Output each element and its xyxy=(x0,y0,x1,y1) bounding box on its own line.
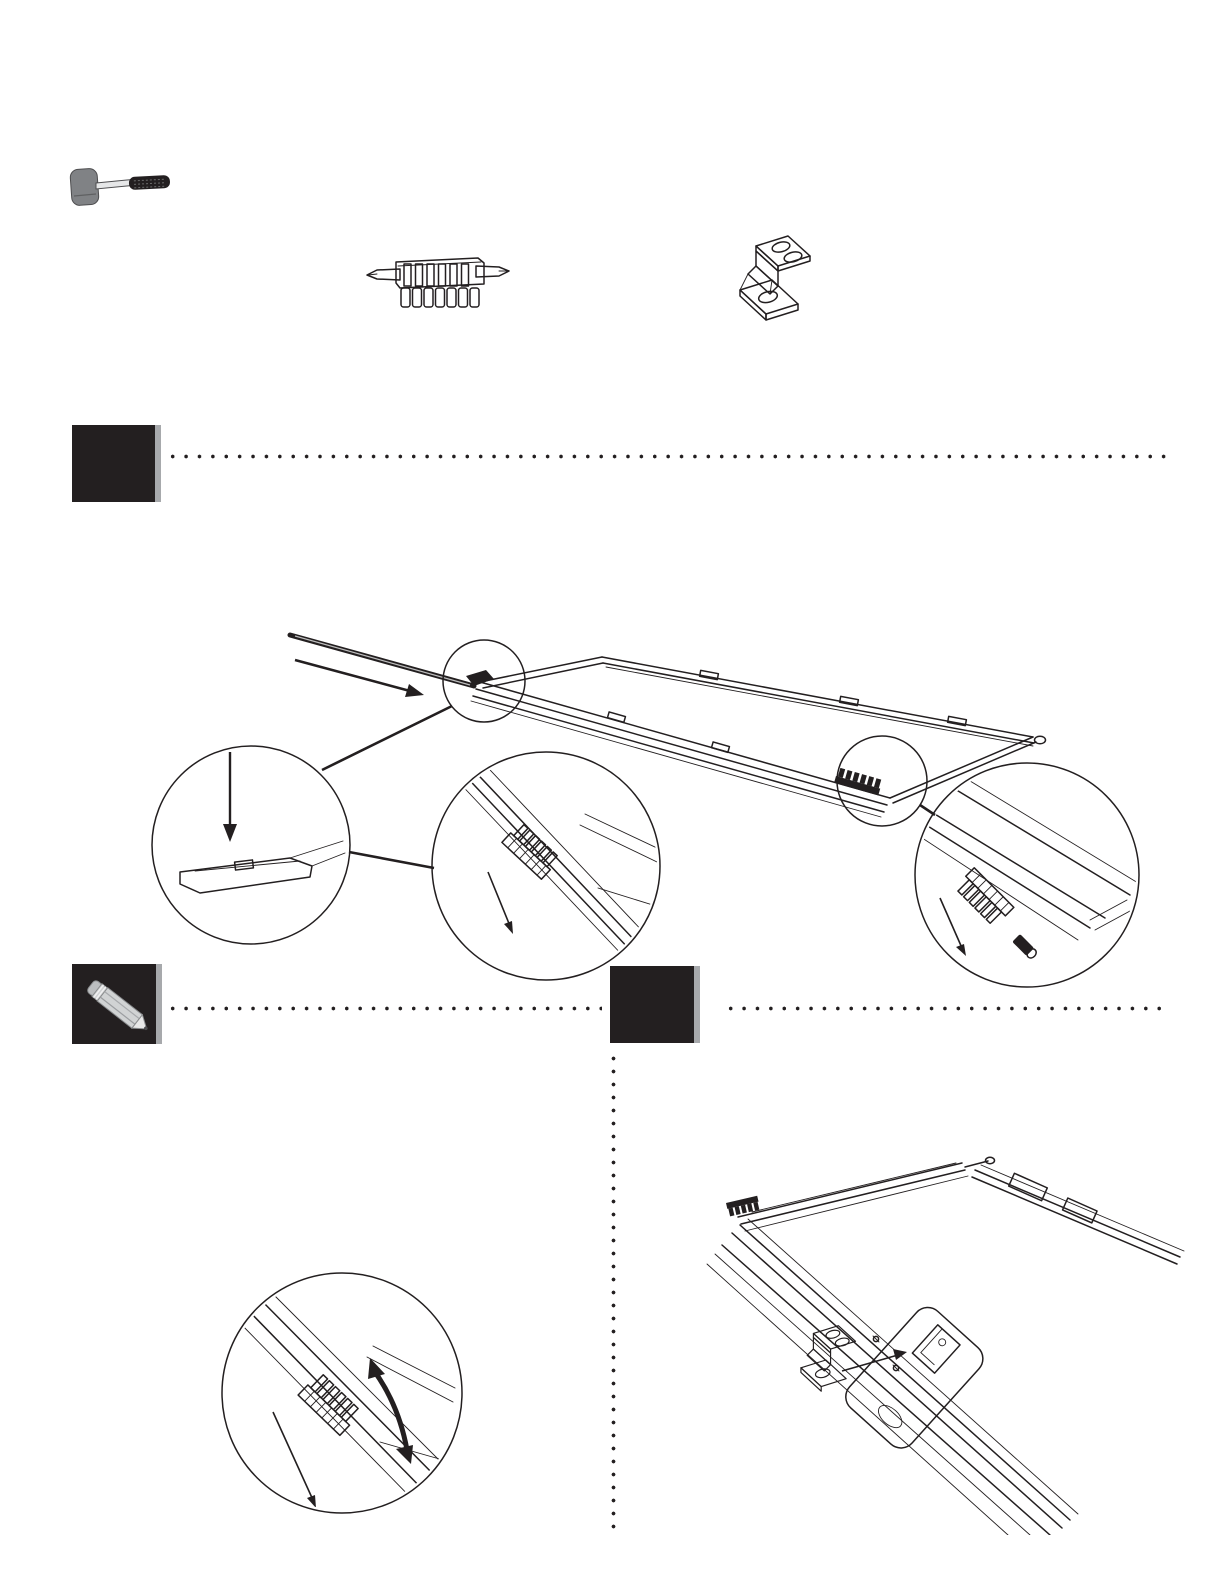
rubber-mallet-icon xyxy=(66,165,176,211)
dotted-separator-2-right xyxy=(724,1006,1166,1011)
pencil-box-stripe xyxy=(156,964,162,1044)
rail-end xyxy=(180,841,345,893)
detail-circle-middle xyxy=(432,752,660,980)
door-frame-bracket-illustration xyxy=(690,1125,1190,1535)
top-rail xyxy=(738,1157,995,1231)
hinge-strip-pivot xyxy=(298,1372,362,1435)
dotted-separator-1 xyxy=(166,454,1166,459)
connector-line-1 xyxy=(322,706,452,770)
rod-end xyxy=(1012,934,1038,960)
hinge-strip-on-corner xyxy=(834,767,883,795)
hinge-strip-seated xyxy=(502,822,561,879)
dotted-separator-2-left xyxy=(166,1006,602,1011)
hinge-pivot-detail-illustration xyxy=(215,1262,475,1528)
mallet-grip xyxy=(129,175,171,190)
vertical-dotted-separator xyxy=(611,1052,616,1532)
hinge-strip-slats xyxy=(404,264,469,286)
detail-circle-left xyxy=(152,728,350,944)
connector-line-2 xyxy=(349,852,434,868)
mallet-head xyxy=(70,168,99,206)
step-number-box-1 xyxy=(72,425,155,502)
front-rail xyxy=(707,1219,1078,1535)
step-box-stripe xyxy=(694,966,700,1043)
pencil-icon-box xyxy=(72,964,156,1044)
panel-assembly-illustration xyxy=(140,600,1150,1000)
mallet-shaft xyxy=(96,180,132,190)
hinge-strip-teeth xyxy=(401,288,479,307)
place-arrow xyxy=(223,752,237,842)
right-rail xyxy=(972,1165,1184,1264)
pencil-icon xyxy=(72,964,156,1044)
rail-arrow xyxy=(273,1412,316,1508)
hinge-strip-small xyxy=(205,728,254,746)
detail-circle-right xyxy=(910,763,1139,987)
hinge-strip-part xyxy=(364,247,512,313)
step-box-stripe xyxy=(155,425,161,502)
hinge-strip-corner xyxy=(954,868,1013,927)
step-number-box-2 xyxy=(610,966,694,1043)
door-panel xyxy=(466,657,1046,817)
slide-arrow xyxy=(488,872,513,934)
rod xyxy=(290,635,474,686)
z-bracket-part xyxy=(726,230,820,334)
corner-arrow xyxy=(940,898,966,956)
